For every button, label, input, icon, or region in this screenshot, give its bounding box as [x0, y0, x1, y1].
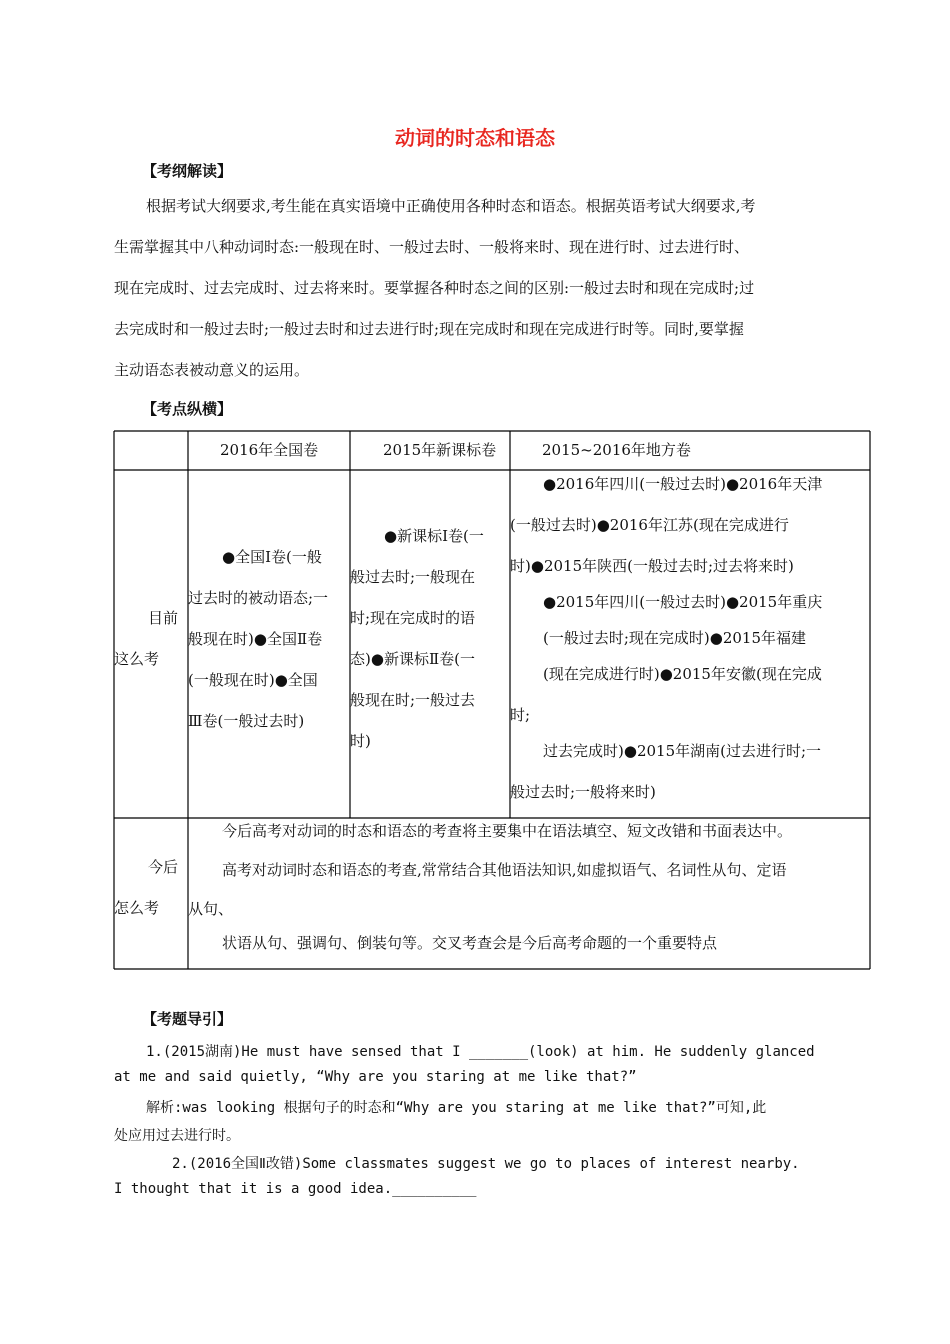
new-curriculum-cell-line: 般现在时;一般过去 — [350, 691, 476, 709]
national-cell-line: Ⅲ卷(一般过去时) — [188, 712, 305, 730]
local-cell-line: 过去完成时)●2015年湖南(过去进行时;一 — [543, 742, 822, 760]
national-cell-line: (一般现在时)●全国 — [188, 671, 318, 689]
local-cell-line: (一般过去时)●2016年江苏(现在完成进行 — [510, 516, 789, 534]
future-line: 高考对动词时态和语态的考查,常常结合其他语法知识,如虚拟语气、名词性从句、定语 — [222, 861, 787, 879]
syllabus-line-4: 去完成时和一般过去时;一般过去时和过去进行时;现在完成时和现在完成进行时等。同时,要掌握 — [114, 320, 744, 338]
new-curriculum-cell-line: 时) — [350, 732, 371, 750]
question-2-line-2: I thought that it is a good idea.__________ — [114, 1181, 477, 1197]
question-2-line-1: 2.(2016全国Ⅱ改错)Some classmates suggest we go to places of interest nearby. — [172, 1156, 800, 1172]
question-1-analysis-2: 处应用过去进行时。 — [114, 1128, 240, 1144]
new-curriculum-cell-line: ●新课标Ⅰ卷(一 — [384, 527, 484, 545]
future-line: 今后高考对动词的时态和语态的考查将主要集中在语法填空、短文改错和书面表达中。 — [222, 822, 793, 840]
question-1-line-1: 1.(2015湖南)He must have sensed that I _______(look) at him. He suddenly glanced — [146, 1044, 815, 1060]
local-cell-line: (一般过去时;现在完成时)●2015年福建 — [543, 629, 807, 647]
syllabus-line-2: 生需掌握其中八种动词时态:一般现在时、一般过去时、一般将来时、现在进行时、过去进行时、 — [114, 238, 750, 256]
section-heading-syllabus: 【考纲解读】 — [142, 162, 233, 180]
local-cell-line: ●2016年四川(一般过去时)●2016年天津 — [543, 475, 823, 493]
syllabus-line-3: 现在完成时、过去完成时、过去将来时。要掌握各种时态之间的区别:一般过去时和现在完成时;过 — [114, 279, 755, 297]
future-line: 从句、 — [188, 900, 234, 918]
future-line: 状语从句、强调句、倒装句等。交叉考查会是今后高考命题的一个重要特点 — [222, 934, 718, 952]
table-header-local: 2015~2016年地方卷 — [542, 441, 691, 459]
page-title: 动词的时态和语态 — [395, 126, 555, 150]
row-label-current: 目前 — [148, 609, 179, 627]
national-cell-line: ●全国Ⅰ卷(一般 — [222, 548, 322, 566]
section-heading-exam-points: 【考点纵横】 — [142, 400, 233, 418]
row-label-future-2: 怎么考 — [114, 899, 160, 917]
row-label-future: 今后 — [148, 858, 179, 876]
local-cell-line: 时; — [510, 706, 531, 724]
local-cell-line: 时)●2015年陕西(一般过去时;过去将来时) — [510, 557, 794, 575]
table-header-national: 2016年全国卷 — [220, 441, 319, 459]
question-1-line-2: at me and said quietly, “Why are you staring at me like that?” — [114, 1069, 637, 1085]
syllabus-line-1: 根据考试大纲要求,考生能在真实语境中正确使用各种时态和语态。根据英语考试大纲要求,考 — [146, 197, 756, 215]
national-cell-line: 过去时的被动语态;一 — [188, 589, 329, 607]
local-cell-line: 般过去时;一般将来时) — [510, 783, 656, 801]
syllabus-line-5: 主动语态表被动意义的运用。 — [114, 361, 310, 379]
local-cell-line: (现在完成进行时)●2015年安徽(现在完成 — [543, 665, 822, 683]
new-curriculum-cell-line: 般过去时;一般现在 — [350, 568, 476, 586]
row-label-current-2: 这么考 — [114, 650, 160, 668]
table-header-new-curriculum: 2015年新课标卷 — [383, 441, 497, 459]
question-1-analysis-1: 解析:was looking 根据句子的时态和“Why are you staring at me like that?”可知,此 — [146, 1100, 767, 1116]
new-curriculum-cell-line: 时;现在完成时的语 — [350, 609, 476, 627]
section-heading-question-guide: 【考题导引】 — [142, 1010, 233, 1028]
new-curriculum-cell-line: 态)●新课标Ⅱ卷(一 — [350, 650, 475, 668]
national-cell-line: 般现在时)●全国Ⅱ卷 — [188, 630, 323, 648]
local-cell-line: ●2015年四川(一般过去时)●2015年重庆 — [543, 593, 823, 611]
